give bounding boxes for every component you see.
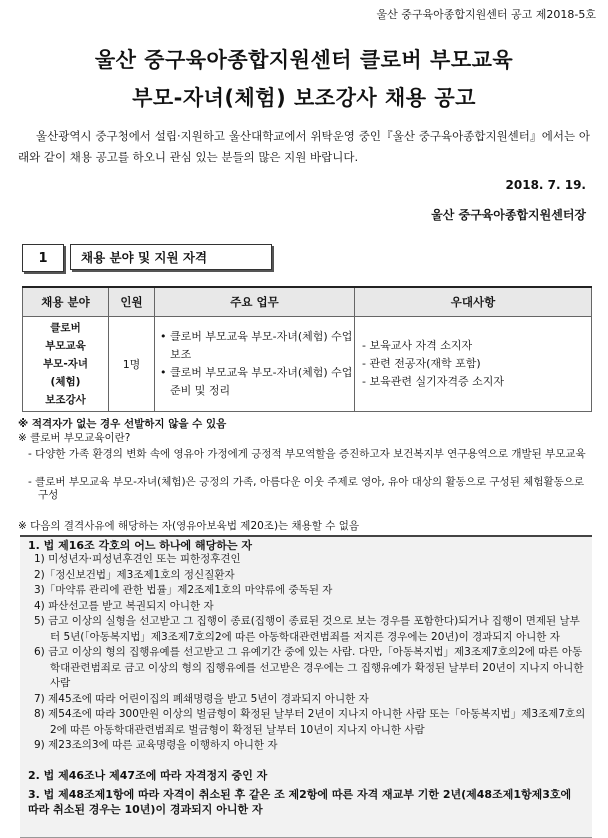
header-preferences: 우대사항: [355, 287, 592, 317]
note-clover-desc2: - 클로버 부모교육 부모-자녀(체험)은 긍정의 가족, 아름다운 이웃 주제로 영아, 유아 대상의 활동으로 구성된 체험활동으로 구성: [28, 476, 585, 501]
header-field: 채용 분야: [23, 287, 109, 317]
section-title: 채용 분야 및 지원 자격: [70, 244, 272, 270]
preference-item: - 관련 전공자(재학 포함): [362, 357, 481, 370]
disqualify-item: 2)「정신보건법」제3조제1호의 정신질환자: [34, 568, 235, 581]
disqualify-heading-1: 1. 법 제16조 각호의 어느 하나에 해당하는 자: [28, 539, 252, 552]
header-count: 인원: [109, 287, 155, 317]
preference-item: - 보육교사 자격 소지자: [362, 339, 473, 352]
field-line: 부모교육: [45, 340, 86, 352]
notice-date: 2018. 7. 19.: [505, 178, 586, 192]
disqualify-list: [34, 552, 586, 754]
field-line: 클로버: [50, 322, 81, 334]
header-duties: 주요 업무: [155, 287, 355, 317]
disqualify-heading-2: 2. 법 제46조나 제47조에 따라 자격정지 중인 자: [28, 769, 268, 782]
disqualify-item: 7) 제45조에 따라 어린이집의 폐쇄명령을 받고 5년이 경과되지 아니한 자: [34, 692, 369, 705]
cell-duties: [155, 317, 355, 412]
page-title-line1: 울산 중구육아종합지원센터 클로버 부모교육: [94, 48, 514, 72]
note-no-candidate: ※ 적격자가 없는 경우 선발하지 않을 수 있음: [18, 418, 227, 430]
disqualification-box: [20, 535, 592, 838]
page-title-line2: 부모-자녀(체험) 보조강사 채용 공고: [132, 86, 476, 110]
disqualify-heading-3: 3. 법 제48조제1항에 따라 자격이 취소된 후 같은 조 제2항에 따른 자격 재교부 기한 2년(제48조제1항제3호에 따라 취소된 경우는 10년)이 경과되지 아니한 자: [28, 788, 572, 816]
disqualify-item: 3)「마약류 관리에 관한 법률」제2조제1호의 마약류에 중독된 자: [34, 584, 333, 596]
recruitment-table: [22, 286, 592, 412]
disqualify-item: 1) 미성년자·피성년후견인 또는 피한정후견인: [34, 553, 241, 565]
field-line: (체험): [50, 376, 81, 388]
duty-item: • 클로버 부모교육 부모-자녀(체험) 수업 준비 및 정리: [160, 366, 353, 397]
section-number: 1: [22, 244, 64, 272]
disqualify-item: 4) 파산선고를 받고 복권되지 아니한 자: [34, 599, 214, 612]
cell-field: [23, 317, 109, 412]
notice-number: 울산 중구육아종합지원센터 공고 제2018-5호: [376, 8, 596, 21]
intro-paragraph: 울산광역시 중구청에서 설립·지원하고 울산대학교에서 위탁운영 중인『울산 중구육아종합지원센터』에서는 아래와 같이 채용 공고를 하오니 관심 있는 분들의 많은 지원 바랍니다.: [18, 129, 590, 164]
duty-item: • 클로버 부모교육 부모-자녀(체험) 수업 보조: [160, 330, 353, 361]
disqualify-item: 8) 제54조에 따라 300만원 이상의 벌금형이 확정된 날부터 2년이 지나지 아니한 사람 또는「아동복지법」제3조제7호의2에 따른 아동학대관련범죄로 벌금형이 확정된 날부터 10년이 지나지 아니한 사람: [34, 708, 586, 736]
signer: 울산 중구육아종합지원센터장: [431, 208, 586, 222]
note-clover-desc1: - 다양한 가족 환경의 변화 속에 영유아 가정에게 긍정적 부모역할을 증진하고자 보건복지부 연구용역으로 개발된 부모교육: [28, 448, 586, 460]
preference-item: - 보육관련 실기자격증 소지자: [362, 375, 504, 388]
cell-preferences: [355, 317, 592, 412]
field-line: 보조강사: [45, 394, 86, 406]
disqualify-item: 6) 금고 이상의 형의 집행유예를 선고받고 그 유예기간 중에 있는 사람. 다만,「아동복지법」제3조제7호의2에 따른 아동학대관련범죄로 금고 이상의 형의 집행유예를 선고받은 경우에는 그 집행유예가 확정된 날부터 20년이 지나지 아니한 사람: [34, 646, 584, 689]
note-clover-question: ※ 클로버 부모교육이란?: [18, 432, 131, 444]
field-line: 부모-자녀: [43, 358, 88, 370]
note-disqualification: ※ 다음의 결격사유에 해당하는 자(영유아보육법 제20조)는 채용할 수 없음: [18, 520, 360, 532]
cell-count: 1명: [109, 317, 155, 412]
disqualify-item: 9) 제23조의3에 따른 교육명령을 이행하지 아니한 자: [34, 739, 278, 751]
disqualify-item: 5) 금고 이상의 실형을 선고받고 그 집행이 종료(집행이 종료된 것으로 보는 경우를 포함한다)되거나 집행이 면제된 날부터 5년(「아동복지법」제3조제7호의2에 따른 아동학대관련범죄를 저지른 경우에는 20년)이 경과되지 아니한 자: [34, 615, 580, 643]
